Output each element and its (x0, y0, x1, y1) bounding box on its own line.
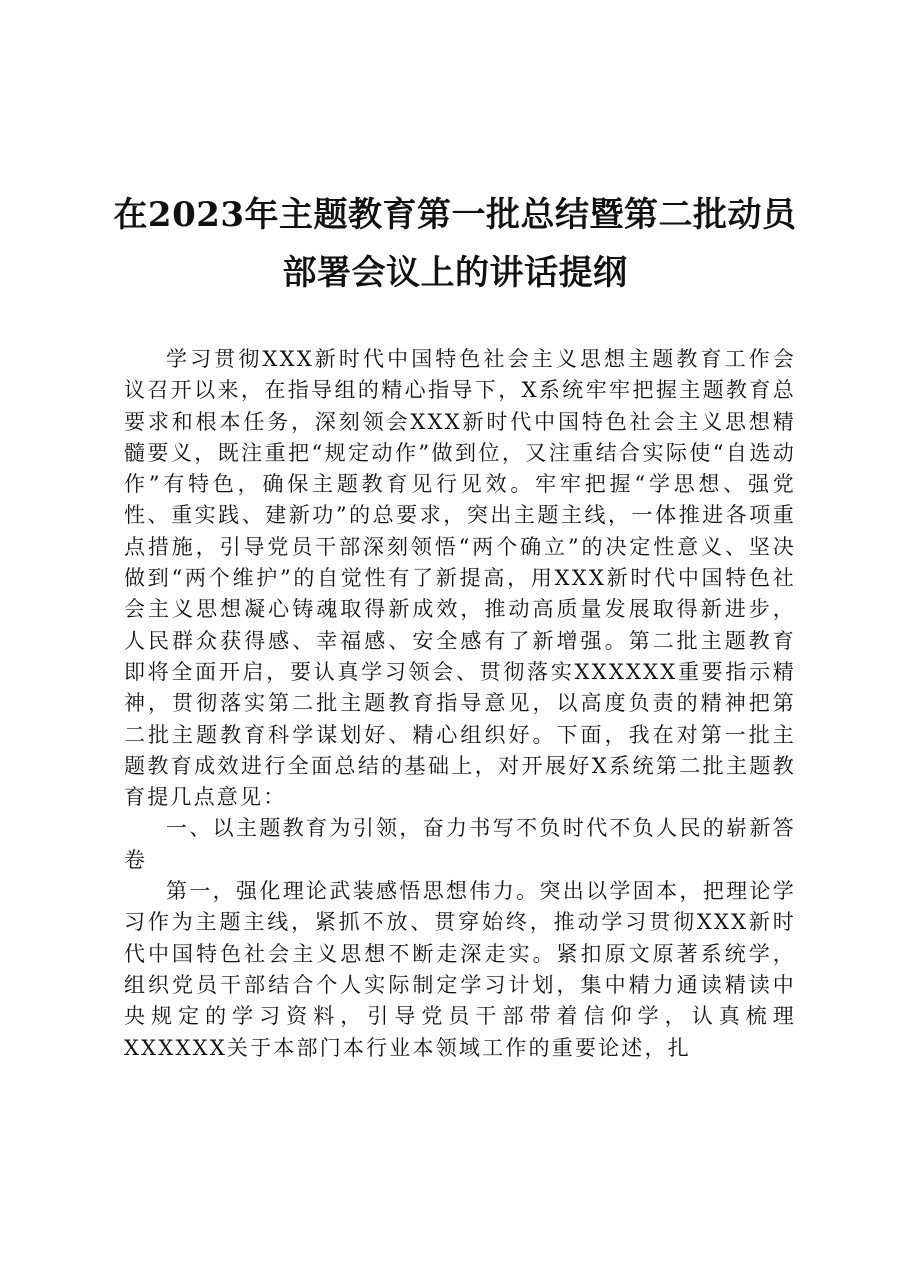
paragraph-first-point: 第一，强化理论武装感悟思想伟力。突出以学固本，把理论学习作为主题主线，紧抓不放、贯穿始终，推动学习贯彻XXX新时代中国特色社会主义思想不断走深走实。紧扣原文原著系统学，组织党员干部结合个人实际制定学习计划，集中精力通读精读中央规定的学习资料，引导党员干部带着信仰学，认真梳理XXXXXX关于本部门本行业本领域工作的重要论述，扎 (124, 879, 796, 1060)
document-body (124, 344, 796, 1064)
title-line-2: 部署会议上的讲话提纲 (282, 253, 628, 293)
document-title (110, 186, 800, 302)
title-line-1: 在2023年主题教育第一批总结暨第二批动员 (113, 195, 797, 235)
section-heading-1: 一、以主题教育为引领，奋力书写不负时代不负人民的崭新答卷 (124, 816, 796, 872)
paragraph-intro: 学习贯彻XXX新时代中国特色社会主义思想主题教育工作会议召开以来，在指导组的精心指导下，X系统牢牢把握主题教育总要求和根本任务，深刻领会XXX新时代中国特色社会主义思想精髓要义，既注重把“规定动作”做到位，又注重结合实际使“自选动作”有特色，确保主题教育见行见效。牢牢把握“学思想、强党性、重实践、建新功”的总要求，突出主题主线，一体推进各项重点措施，引导党员干部深刻领悟“两个确立”的决定性意义、坚决做到“两个维护”的自觉性有了新提高，用XXX新时代中国特色社会主义思想凝心铸魂取得新成效，推动高质量发展取得新进步，人民群众获得感、幸福感、安全感有了新增强。第二批主题教育即将全面开启，要认真学习领会、贯彻落实XXXXXX重要指示精神，贯彻落实第二批主题教育指导意见，以高度负责的精神把第二批主题教育科学谋划好、精心组织好。下面，我在对第一批主题教育成效进行全面总结的基础上，对开展好X系统第二批主题教育提几点意见： (124, 347, 796, 810)
